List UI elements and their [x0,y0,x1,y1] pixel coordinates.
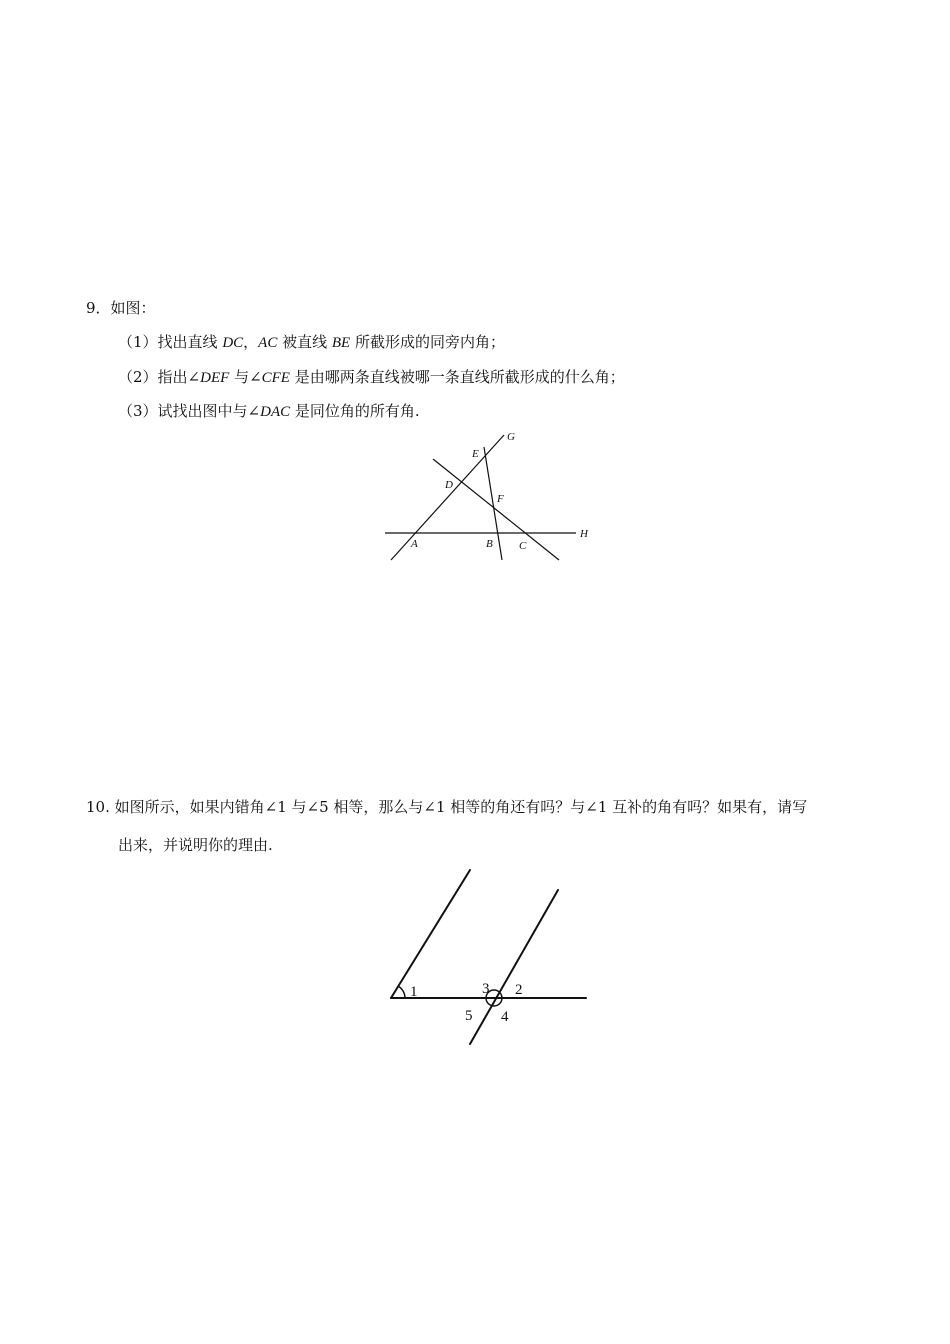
angle-3-label: 3 [482,981,490,997]
label-e: E [472,448,479,460]
q9-part3 [118,401,420,422]
q9-stem-text: 如图： [110,299,156,317]
q9-part1 [118,332,505,353]
angle-2-label: 2 [515,982,523,998]
q9-figure [380,425,610,565]
q9-number: 9． [86,299,111,317]
angle-dac: DAC [260,404,291,420]
angle-5-label: 5 [465,1008,473,1024]
line-ac: AC [258,335,278,351]
label-h: H [580,528,588,540]
angle-def: DEF [200,370,230,386]
q10-line2: 出来，并说明你的理由. [118,836,273,854]
q9-part2-mid: 与∠ [229,368,262,386]
angle-1-label: 1 [410,984,418,1000]
left-parallel-line [391,870,470,998]
q9-part1-pre: （1）找出直线 [118,333,223,351]
q9-part3-post: 是同位角的所有角. [290,402,420,420]
line-be: BE [331,335,351,351]
angle-1-arc [398,986,405,998]
label-g: G [507,431,515,443]
right-parallel-line [470,890,558,1044]
q10-figure [385,862,595,1052]
q9-part1-sep: ， [243,333,259,351]
label-f: F [497,493,504,505]
q9-part1-mid: 被直线 [277,333,332,351]
label-d: D [445,479,453,491]
q9-part2 [118,367,625,388]
q9-stem [86,298,156,318]
angle-4-label: 4 [501,1009,509,1025]
label-c: C [519,540,527,552]
q9-part2-post: 是由哪两条直线被哪一条直线所截形成的什么角； [289,368,625,386]
q9-part3-pre: （3）试找出图中与∠ [118,402,261,420]
line-dc: DC [222,335,244,351]
q9-part2-pre: （2）指出∠ [118,368,201,386]
label-b: B [486,538,493,550]
line-dc-segment [433,459,559,560]
angle-cfe: CFE [261,370,290,386]
q9-part1-post: 所截形成的同旁内角； [350,333,505,351]
label-a: A [411,538,418,550]
q10-line1: 10. 如图所示，如果内错角∠1 与∠5 相等，那么与∠1 相等的角还有吗？与∠1 互补的角有吗？如果有，请写 [86,798,808,816]
